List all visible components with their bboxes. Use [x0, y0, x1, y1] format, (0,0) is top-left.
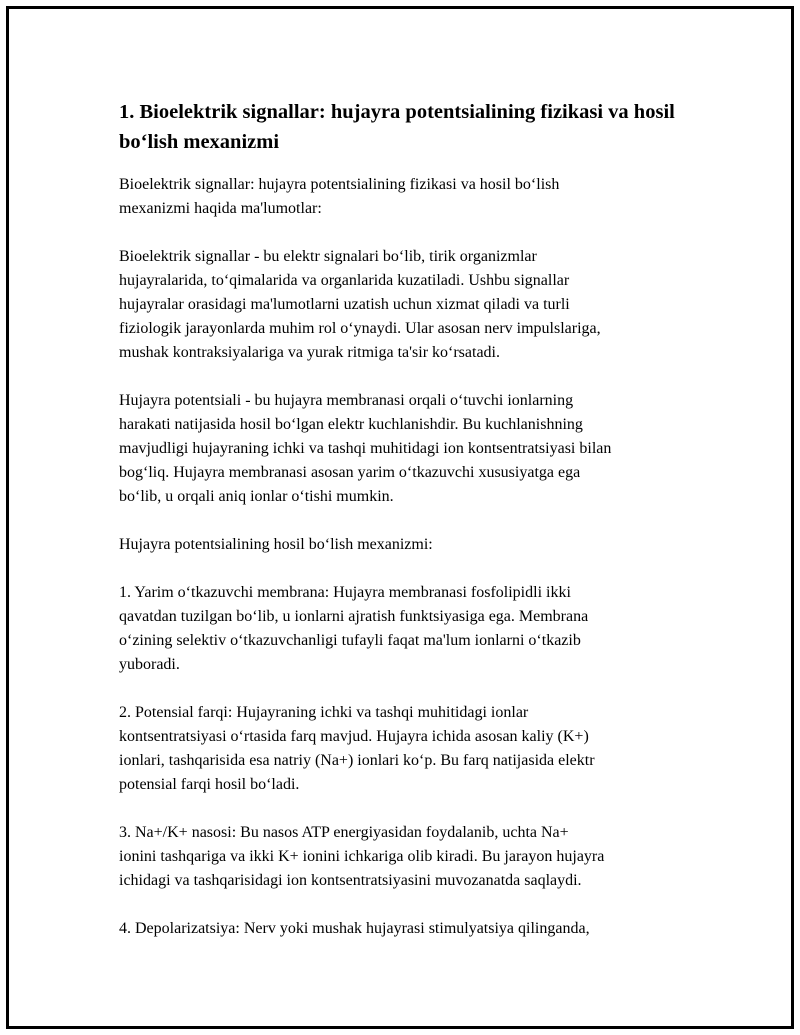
list-item-depolarization: 4. Depolarizatsiya: Nerv yoki mushak hujayrasi stimulyatsiya qilinganda, — [119, 920, 590, 937]
document-page — [6, 6, 794, 1029]
list-item-na-k-pump: 3. Na+/K+ nasosi: Bu nasos ATP energiyasidan foydalanib, uchta Na+ ionini tashqariga va ikki K+ ionini ichkariga olib kiradi. Bu jarayon hujayra ichidagi va tashqarisidagi ion kontsentratsiyasini muvozanatda saqlaydi. — [119, 824, 605, 889]
list-item-semipermeable-membrane: 1. Yarim o‘tkazuvchi membrana: Hujayra membranasi fosfolipidli ikki qavatdan tuzilgan bo‘lib, u ionlarni ajratish funktsiyasiga ega. Membrana o‘zining selektiv o‘tkazuvchanligi tufayli faqat ma'lum ionlarni o‘tkazib yuboradi. — [119, 584, 589, 673]
paragraph-mechanism-heading: Hujayra potentsialining hosil bo‘lish mexanizmi: — [119, 536, 433, 553]
paragraph-intro: Bioelektrik signallar: hujayra potentsialining fizikasi va hosil bo‘lish mexanizmi haqida ma'lumotlar: — [119, 176, 560, 217]
paragraph-bioelectric-definition: Bioelektrik signallar - bu elektr signalari bo‘lib, tirik organizmlar hujayralarida, to‘qimalarida va organlarida kuzatiladi. Ushbu signallar hujayralar orasidagi ma'lumotlarni uzatish uchun xizmat qiladi va turli fiziologik jarayonlarda muhim rol o‘ynaydi. Ular asosan nerv impulslariga, mushak kontraksiyalariga va yurak ritmiga ta'sir ko‘rsatadi. — [119, 248, 601, 361]
paragraph-cell-potential-definition: Hujayra potentsiali - bu hujayra membranasi orqali o‘tuvchi ionlarning harakati natijasida hosil bo‘lgan elektr kuchlanishdir. Bu kuchlanishning mavjudligi hujayraning ichki va tashqi muhitidagi ion kontsentratsiyasi bilan bog‘liq. Hujayra membranasi asosan yarim o‘tkazuvchi xususiyatga ega bo‘lib, u orqali aniq ionlar o‘tishi mumkin. — [119, 392, 612, 505]
section-heading: 1. Bioelektrik signallar: hujayra potentsialining fizikasi va hosil bo‘lish mexanizmi — [119, 101, 675, 153]
list-item-potential-difference: 2. Potensial farqi: Hujayraning ichki va tashqi muhitidagi ionlar kontsentratsiyasi o‘rtasida farq mavjud. Hujayra ichida asosan kaliy (K+) ionlari, tashqarisida esa natriy (Na+) ionlari ko‘p. Bu farq natijasida elektr potensial farqi hosil bo‘ladi. — [119, 704, 595, 793]
document-body — [119, 97, 699, 965]
